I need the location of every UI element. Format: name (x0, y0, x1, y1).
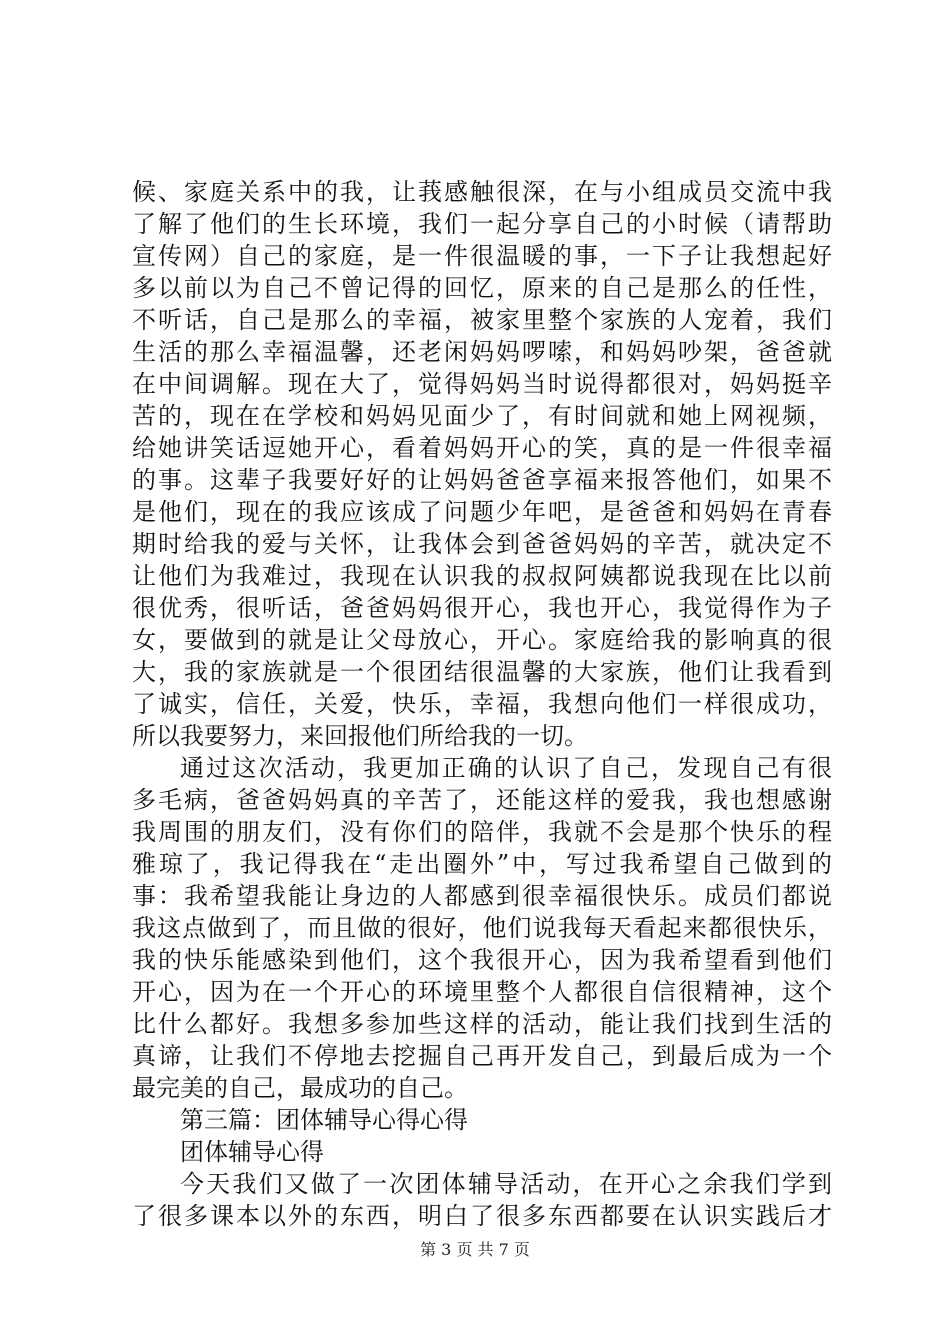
text-line: 多以前以为自己不曾记得的回忆，原来的自己是那么的任性， (132, 274, 832, 302)
text-line: 我周围的朋友们，没有你们的陪伴，我就不会是那个快乐的程 (132, 818, 832, 846)
text-line: 苦的，现在在学校和妈妈见面少了，有时间就和她上网视频， (132, 402, 832, 430)
text-line: 给她讲笑话逗她开心，看着妈妈开心的笑，真的是一件很幸福 (132, 434, 832, 462)
text-line: 了很多课本以外的东西，明白了很多东西都要在认识实践后才 (132, 1202, 832, 1230)
paragraph-first-line: 通过这次活动，我更加正确的认识了自己，发现自己有很 (180, 754, 832, 782)
text-line: 所以我要努力，来回报他们所给我的一切。 (132, 722, 588, 750)
text-line: 雅琼了，我记得我在“走出圈外”中，写过我希望自己做到的 (132, 850, 832, 878)
text-line: 在中间调解。现在大了，觉得妈妈当时说得都很对，妈妈挺辛 (132, 370, 832, 398)
text-line: 让他们为我难过，我现在认识我的叔叔阿姨都说我现在比以前 (132, 562, 832, 590)
text-line: 生活的那么幸福温馨，还老闲妈妈啰嗦，和妈妈吵架，爸爸就 (132, 338, 832, 366)
text-line: 很优秀，很听话，爸爸妈妈很开心，我也开心，我觉得作为子 (132, 594, 832, 622)
text-line: 比什么都好。我想多参加些这样的活动，能让我们找到生活的 (132, 1010, 832, 1038)
text-line: 了诚实，信任，关爱，快乐，幸福，我想向他们一样很成功， (132, 690, 832, 718)
text-line: 是他们，现在的我应该成了问题少年吧，是爸爸和妈妈在青春 (132, 498, 832, 526)
text-line: 多毛病，爸爸妈妈真的辛苦了，还能这样的爱我，我也想感谢 (132, 786, 832, 814)
document-body (132, 176, 832, 1232)
text-line: 大，我的家族就是一个很团结很温馨的大家族，他们让我看到 (132, 658, 832, 686)
text-line: 宣传网）自己的家庭，是一件很温暖的事，一下子让我想起好 (132, 242, 832, 270)
text-line: 最完美的自己，最成功的自己。 (132, 1074, 468, 1102)
text-line: 我的快乐能感染到他们，这个我很开心，因为我希望看到他们 (132, 946, 832, 974)
text-line: 我这点做到了，而且做的很好，他们说我每天看起来都很快乐， (132, 914, 832, 942)
text-line: 候、家庭关系中的我，让莪感触很深，在与小组成员交流中我 (132, 178, 832, 206)
text-line: 不听话，自己是那么的幸福，被家里整个家族的人宠着，我们 (132, 306, 832, 334)
text-line: 真谛，让我们不停地去挖掘自己再开发自己，到最后成为一个 (132, 1042, 832, 1070)
text-line: 的事。这辈子我要好好的让妈妈爸爸享福来报答他们，如果不 (132, 466, 832, 494)
text-line: 女，要做到的就是让父母放心，开心。家庭给我的影响真的很 (132, 626, 832, 654)
text-line: 了解了他们的生长环境，我们一起分享自己的小时候（请帮助 (132, 210, 832, 238)
section-heading: 第三篇：团体辅导心得心得 (180, 1106, 468, 1134)
page-number-footer: 第 3 页 共 7 页 (420, 1240, 530, 1259)
text-line: 事：我希望我能让身边的人都感到很幸福很快乐。成员们都说 (132, 882, 832, 910)
text-line: 期时给我的爱与关怀，让我体会到爸爸妈妈的辛苦，就决定不 (132, 530, 832, 558)
paragraph-first-line: 今天我们又做了一次团体辅导活动，在开心之余我们学到 (180, 1170, 832, 1198)
section-subheading: 团体辅导心得 (180, 1138, 324, 1166)
text-line: 开心，因为在一个开心的环境里整个人都很自信很精神，这个 (132, 978, 832, 1006)
